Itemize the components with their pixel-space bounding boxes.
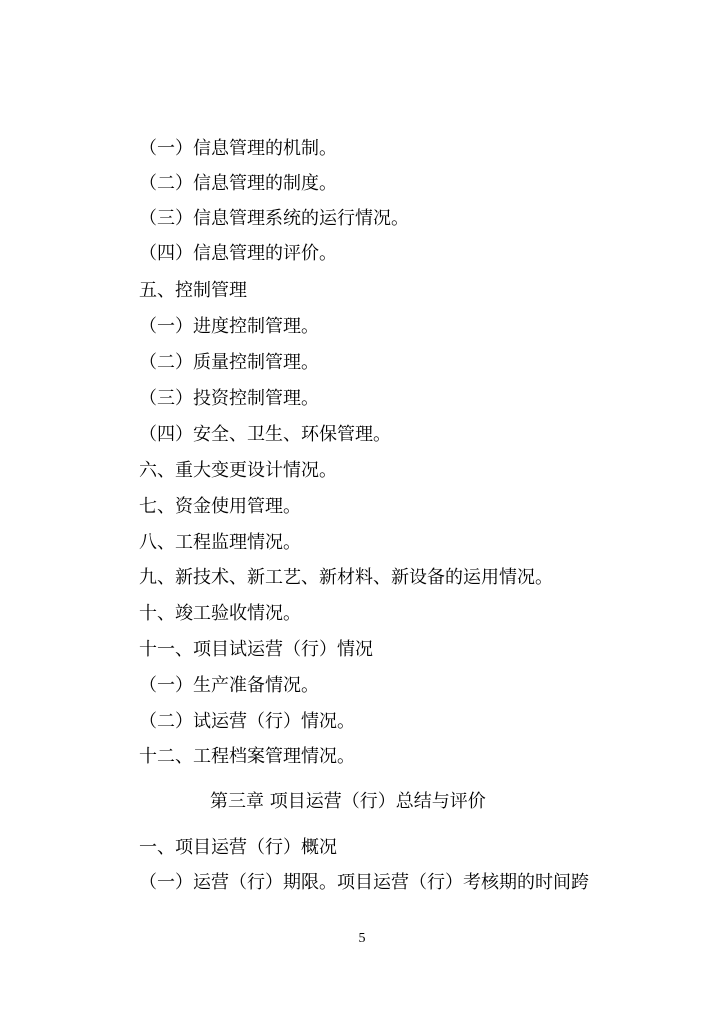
text-line: （一）进度控制管理。 (139, 316, 319, 337)
page-number: 5 (358, 931, 366, 946)
text-line: （一）信息管理的机制。 (139, 138, 337, 159)
section-heading: 六、重大变更设计情况。 (139, 460, 337, 481)
text-line: （四）信息管理的评价。 (139, 243, 337, 264)
text-line: （一）生产准备情况。 (139, 675, 319, 696)
section-heading: 一、项目运营（行）概况 (139, 837, 337, 858)
text-line: （二）质量控制管理。 (139, 352, 319, 373)
chapter-heading: 第三章 项目运营（行）总结与评价 (210, 791, 486, 812)
text-line: （三）信息管理系统的运行情况。 (139, 208, 409, 229)
section-heading: 十二、工程档案管理情况。 (139, 746, 355, 767)
text-line: （一）运营（行）期限。项目运营（行）考核期的时间跨 (139, 872, 589, 893)
text-line: （四）安全、卫生、环保管理。 (139, 424, 391, 445)
section-heading: 八、工程监理情况。 (139, 532, 301, 553)
section-heading: 十、竣工验收情况。 (139, 603, 301, 624)
text-line: （二）试运营（行）情况。 (139, 711, 355, 732)
section-heading: 五、控制管理 (139, 280, 247, 301)
text-line: （二）信息管理的制度。 (139, 173, 337, 194)
section-heading: 十一、项目试运营（行）情况 (139, 639, 373, 660)
section-heading: 七、资金使用管理。 (139, 496, 301, 517)
text-line: （三）投资控制管理。 (139, 388, 319, 409)
section-heading: 九、新技术、新工艺、新材料、新设备的运用情况。 (139, 567, 553, 588)
